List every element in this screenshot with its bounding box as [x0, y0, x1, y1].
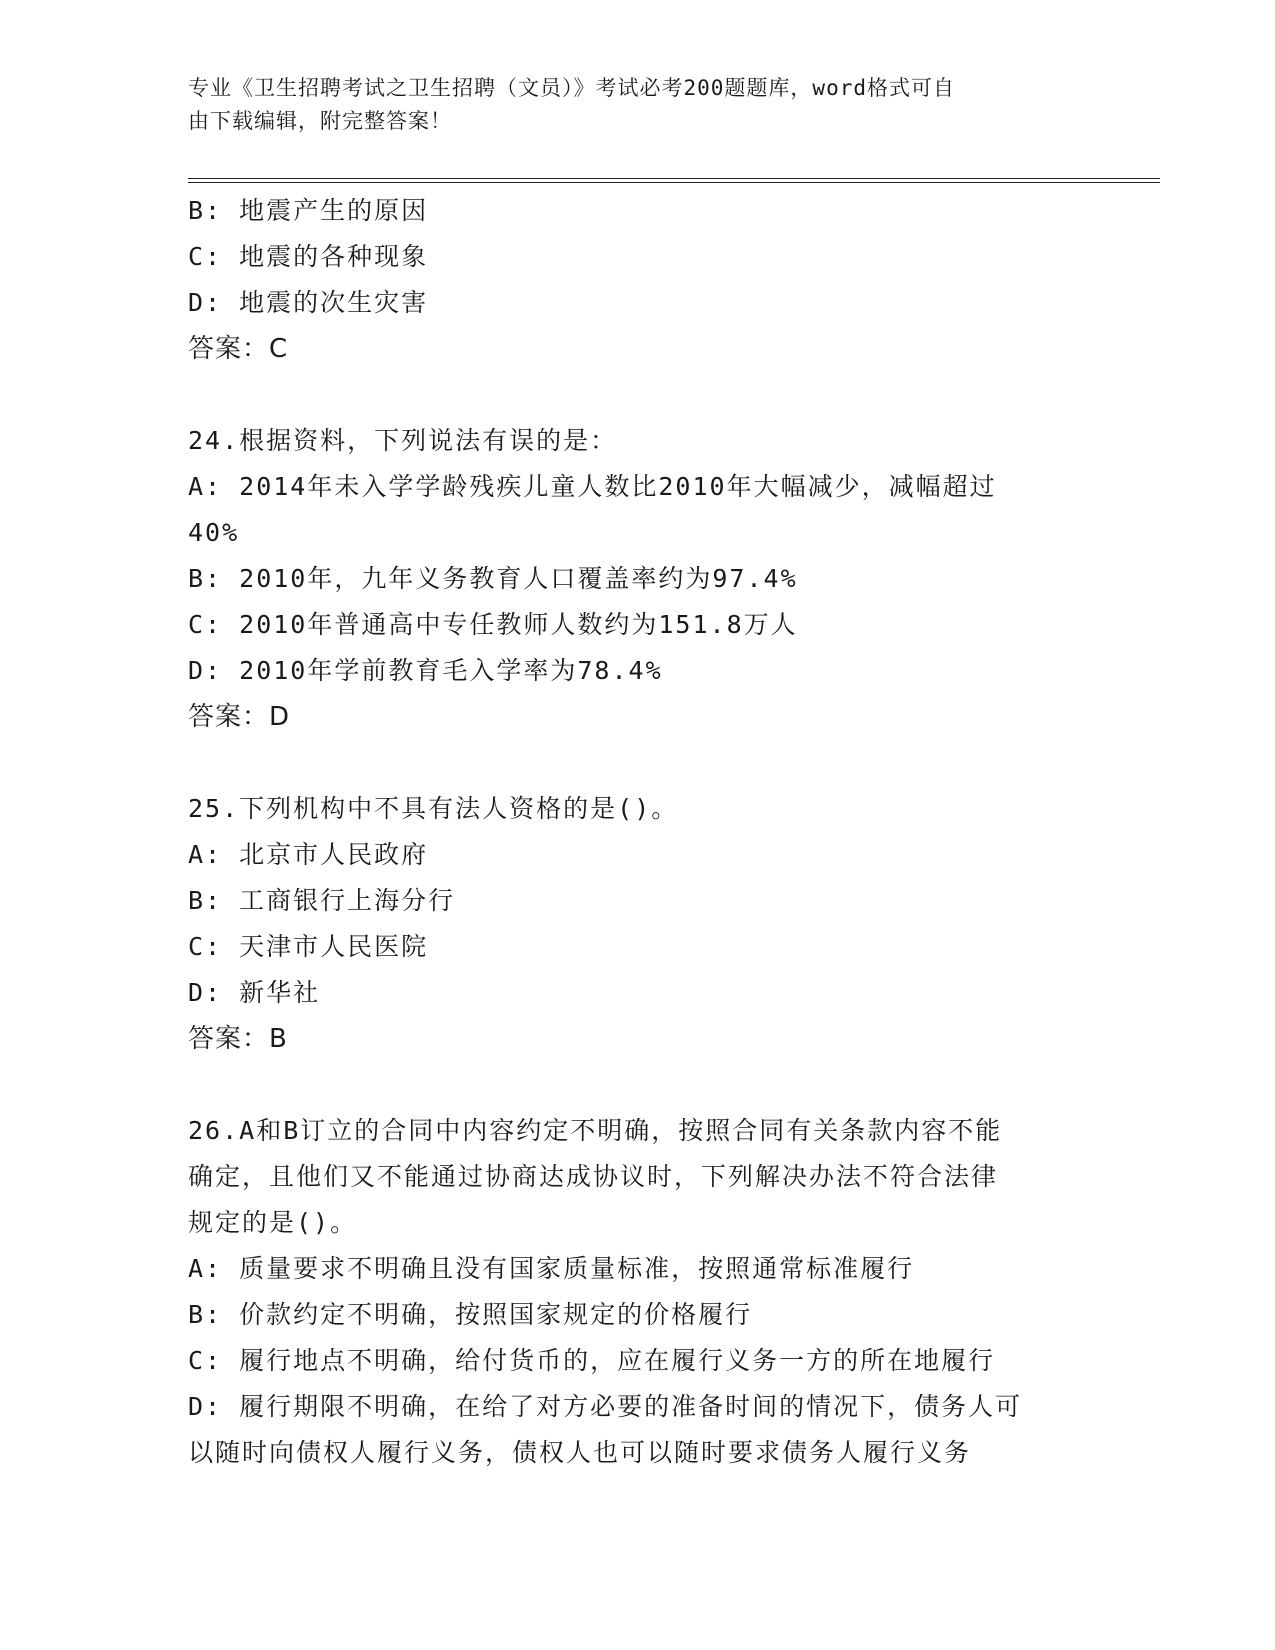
answer: 答案：D — [188, 702, 291, 732]
option-b: B: 工商银行上海分行 — [188, 886, 456, 915]
option-d-continued: 以随时向债权人履行义务，债权人也可以随时要求债务人履行义务 — [188, 1438, 972, 1467]
option-c: C: 天津市人民医院 — [188, 932, 429, 961]
spacer — [188, 1062, 1088, 1108]
option-d: D: 地震的次生灾害 — [188, 288, 429, 317]
option-a-continued: 40% — [188, 518, 240, 547]
option-d: D: 履行期限不明确，在给了对方必要的准备时间的情况下，债务人可 — [188, 1392, 1023, 1421]
header-rule-bottom — [188, 182, 1160, 183]
header-line-1: 专业《卫生招聘考试之卫生招聘（文员）》考试必考200题题库，word格式可自 — [188, 76, 955, 100]
question-23 — [188, 188, 1088, 372]
option-a: A: 2014年未入学学龄残疾儿童人数比2010年大幅减少，减幅超过 — [188, 472, 997, 501]
document-body — [188, 188, 1088, 1476]
option-b: B: 地震产生的原因 — [188, 196, 429, 225]
option-c: C: 2010年普通高中专任教师人数约为151.8万人 — [188, 610, 798, 639]
question-stem: 24.根据资料，下列说法有误的是： — [188, 426, 618, 455]
answer: 答案：B — [188, 1024, 288, 1054]
spacer — [188, 372, 1088, 418]
header-line-2: 由下载编辑，附完整答案！ — [188, 109, 452, 133]
question-stem-continued: 确定，且他们又不能通过协商达成协议时，下列解决办法不符合法律 — [188, 1162, 999, 1191]
question-26 — [188, 1108, 1088, 1476]
option-b: B: 价款约定不明确，按照国家规定的价格履行 — [188, 1300, 753, 1329]
page-header — [188, 72, 1078, 138]
option-d: D: 新华社 — [188, 978, 321, 1007]
spacer — [188, 740, 1088, 786]
question-stem: 25.下列机构中不具有法人资格的是()。 — [188, 794, 679, 823]
header-rule-top — [188, 178, 1160, 179]
question-stem: 26.A和B订立的合同中内容约定不明确，按照合同有关条款内容不能 — [188, 1116, 1003, 1145]
option-a: A: 北京市人民政府 — [188, 840, 429, 869]
option-b: B: 2010年，九年义务教育人口覆盖率约为97.4% — [188, 564, 798, 593]
question-25 — [188, 786, 1088, 1062]
answer: 答案：C — [188, 334, 289, 364]
question-stem-continued: 规定的是()。 — [188, 1208, 358, 1237]
option-c: C: 履行地点不明确，给付货币的，应在履行义务一方的所在地履行 — [188, 1346, 996, 1375]
option-d: D: 2010年学前教育毛入学率为78.4% — [188, 656, 663, 685]
option-c: C: 地震的各种现象 — [188, 242, 429, 271]
option-a: A: 质量要求不明确且没有国家质量标准，按照通常标准履行 — [188, 1254, 915, 1283]
question-24 — [188, 418, 1088, 740]
